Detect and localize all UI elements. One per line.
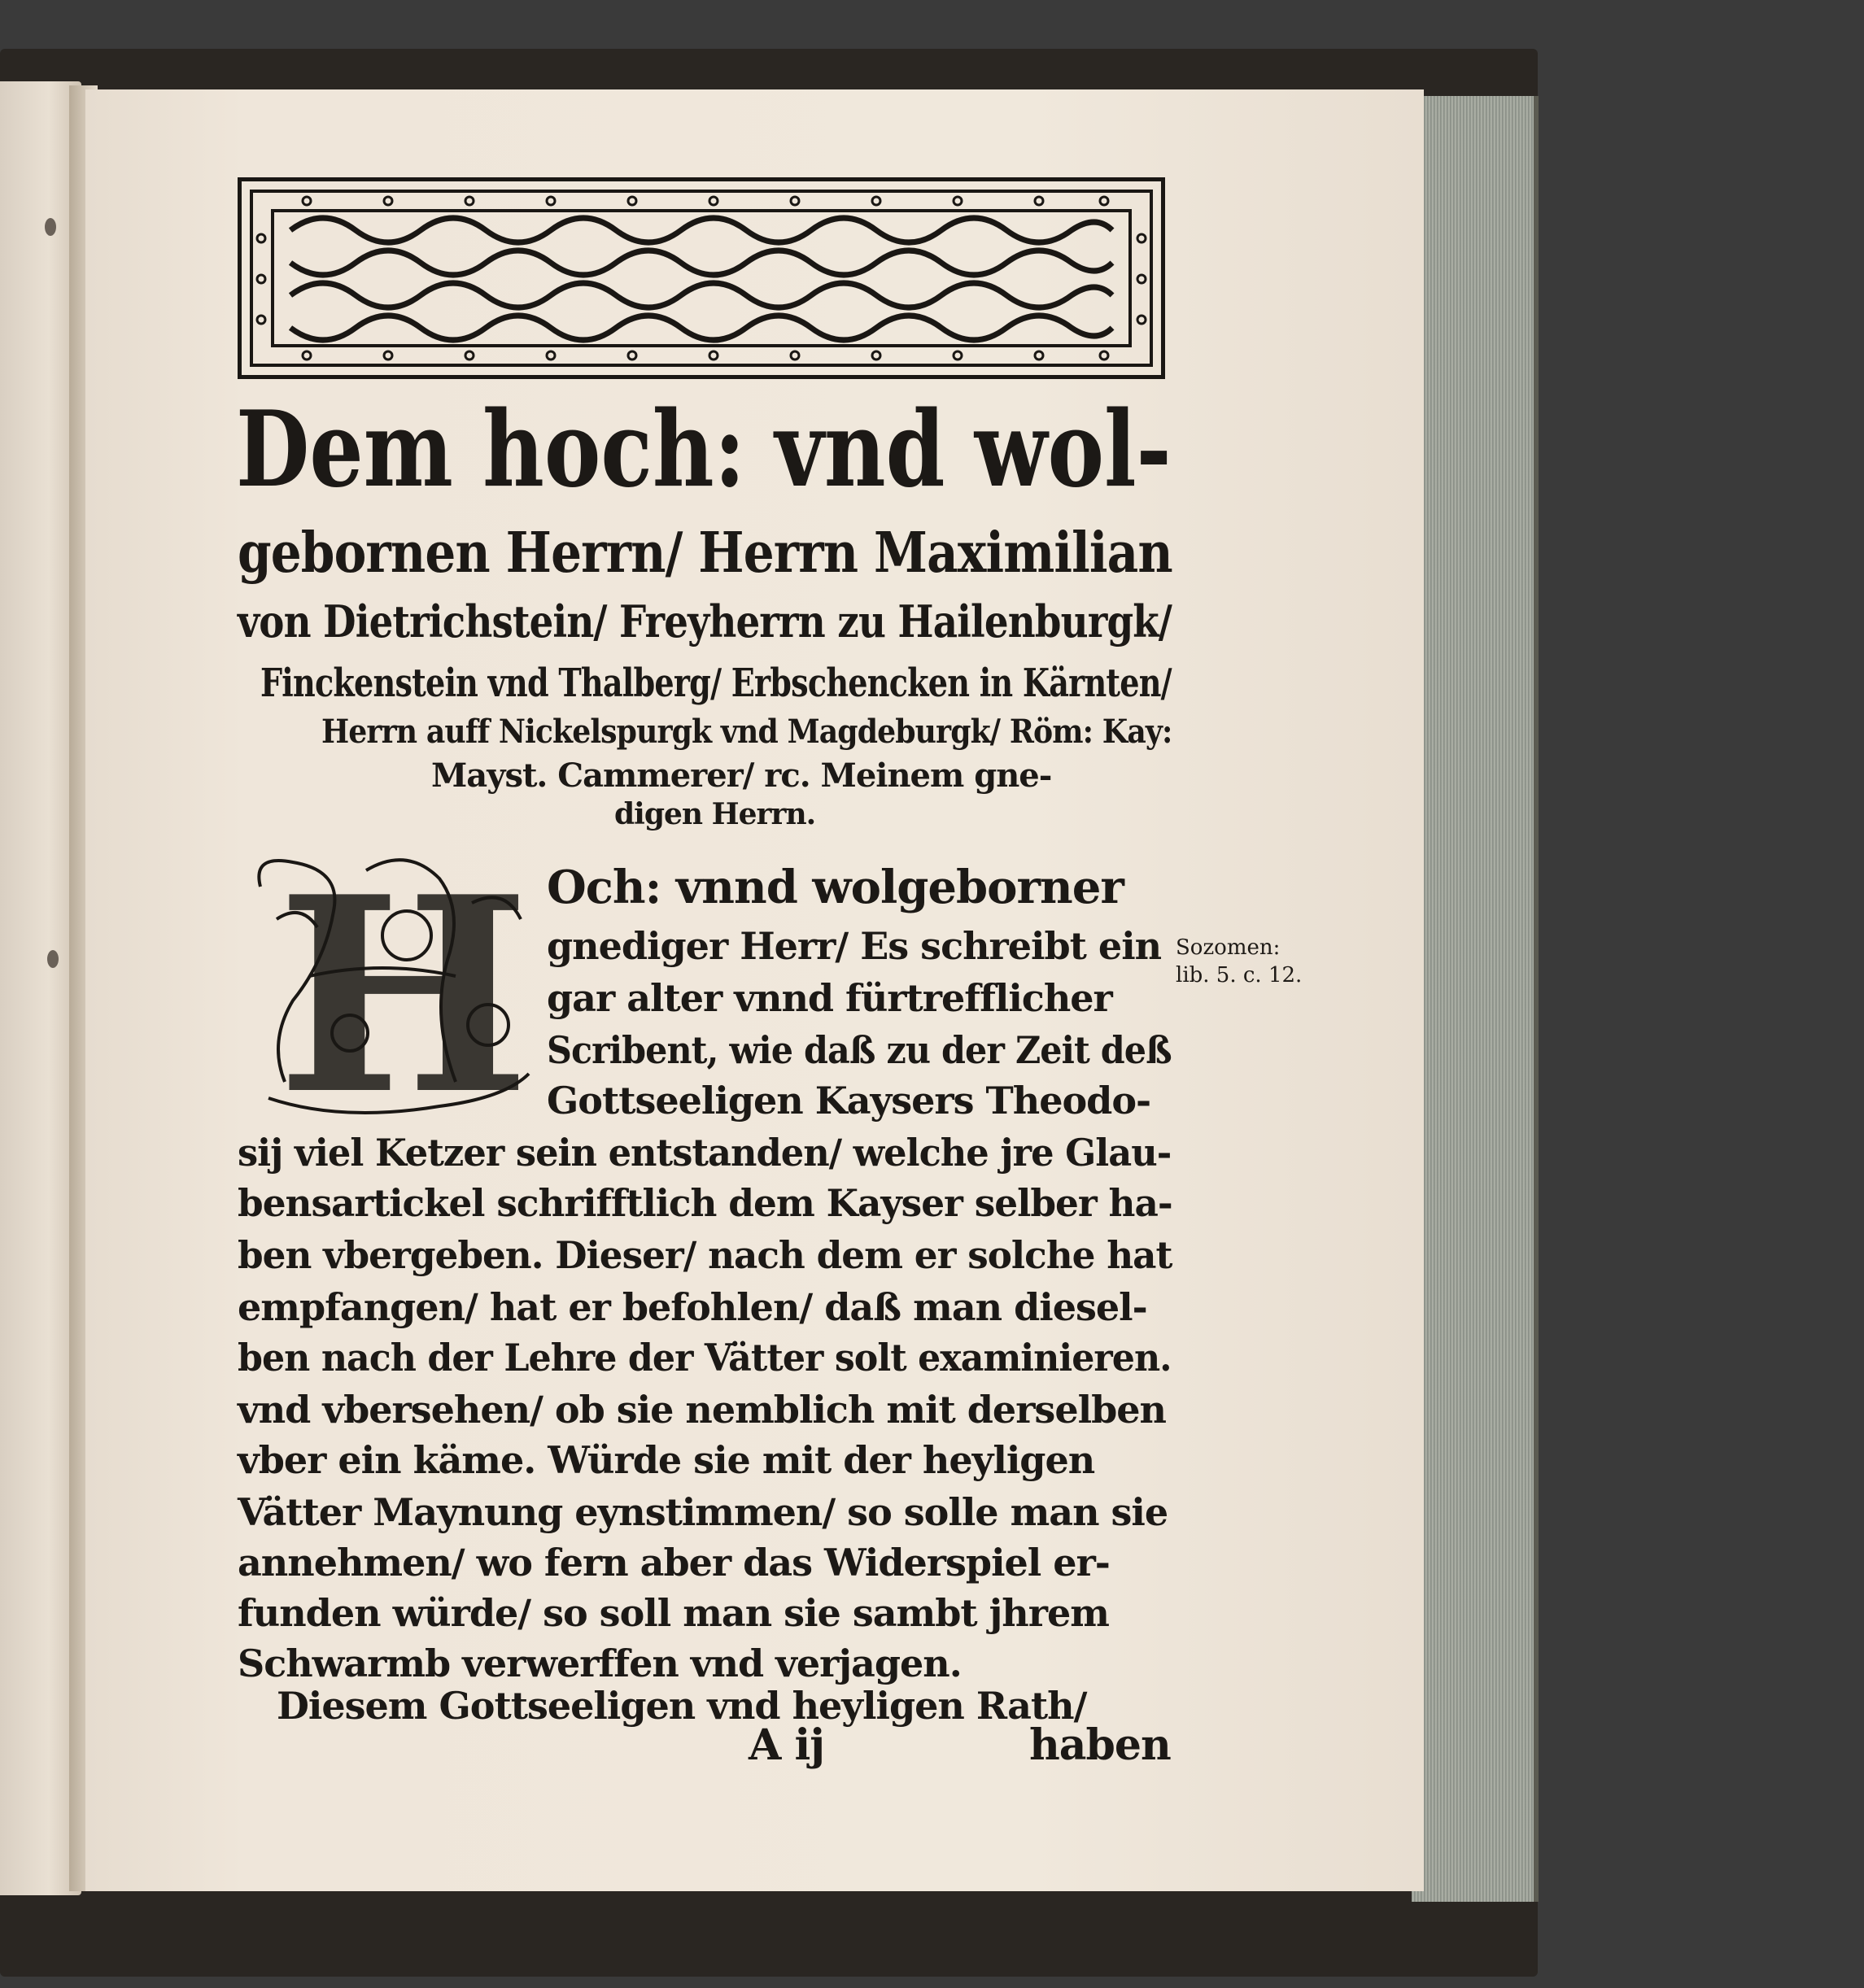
body-line: Schwarmb verwerffen vnd verjagen. — [238, 1641, 962, 1685]
page-block-edges — [1412, 96, 1539, 1902]
heading-line-3: von Dietrichstein/ Freyherrn zu Hailenburgk/ — [238, 595, 1172, 647]
body-line: vnd vbersehen/ ob sie nemblich mit derselben — [238, 1388, 1166, 1432]
body-line: bensartickel schrifftlich dem Kayser selber ha- — [238, 1181, 1172, 1225]
heading-line-1: Dem hoch: vnd wol- — [236, 389, 1172, 511]
decorated-initial — [244, 838, 539, 1131]
body-line: ben vbergeben. Dieser/ nach dem er solche hat — [238, 1233, 1172, 1277]
body-line: ben nach der Lehre der Vätter solt examinieren. — [238, 1336, 1172, 1380]
body-line: empfangen/ hat er befohlen/ daß man diesel- — [238, 1285, 1147, 1329]
binding-hole — [47, 950, 59, 968]
body-line: Och: vnnd wolgeborner — [547, 861, 1124, 914]
body-line: Scribent, wie daß zu der Zeit deß — [547, 1028, 1172, 1072]
heading-line-4: Finckenstein vnd Thalberg/ Erbschencken in Kärnten/ — [260, 660, 1172, 706]
body-line: vber ein käme. Würde sie mit der heyligen — [238, 1438, 1095, 1482]
body-line: funden würde/ so soll man sie sambt jhrem — [238, 1591, 1109, 1635]
marginal-note — [1176, 934, 1302, 989]
body-line: gnediger Herr/ Es schreibt ein — [547, 924, 1162, 968]
body-line: annehmen/ wo fern aber das Widerspiel er- — [238, 1541, 1110, 1585]
body-line: gar alter vnnd fürtrefflicher — [547, 976, 1112, 1020]
body-line: sij viel Ketzer sein entstanden/ welche jre Glau- — [238, 1131, 1172, 1175]
heading-line-7: digen Herrn. — [614, 797, 816, 831]
marginal-note-line: lib. 5. c. 12. — [1176, 963, 1303, 987]
heading-line-6: Mayst. Cammerer/ rc. Meinem gne- — [431, 756, 1052, 795]
body-line: Gottseeligen Kaysers Theodo- — [547, 1079, 1151, 1123]
body-line: Diesem Gottseeligen vnd heyligen Rath/ — [277, 1684, 1087, 1728]
heading-line-2: gebornen Herrn/ Herrn Maximilian — [238, 521, 1172, 586]
catchword: haben — [1029, 1720, 1171, 1770]
heading-line-5: Herrn auff Nickelspurgk vnd Magdeburgk/ Röm: Kay: — [321, 713, 1172, 751]
body-line: Vätter Maynung eynstimmen/ so solle man sie — [238, 1490, 1168, 1534]
marginal-note-line: Sozomen: — [1176, 935, 1281, 960]
binding-hole — [45, 218, 56, 236]
ornamental-headpiece — [238, 177, 1165, 379]
signature-mark: A ij — [749, 1720, 825, 1770]
initial-letter-H: H — [277, 838, 530, 1131]
